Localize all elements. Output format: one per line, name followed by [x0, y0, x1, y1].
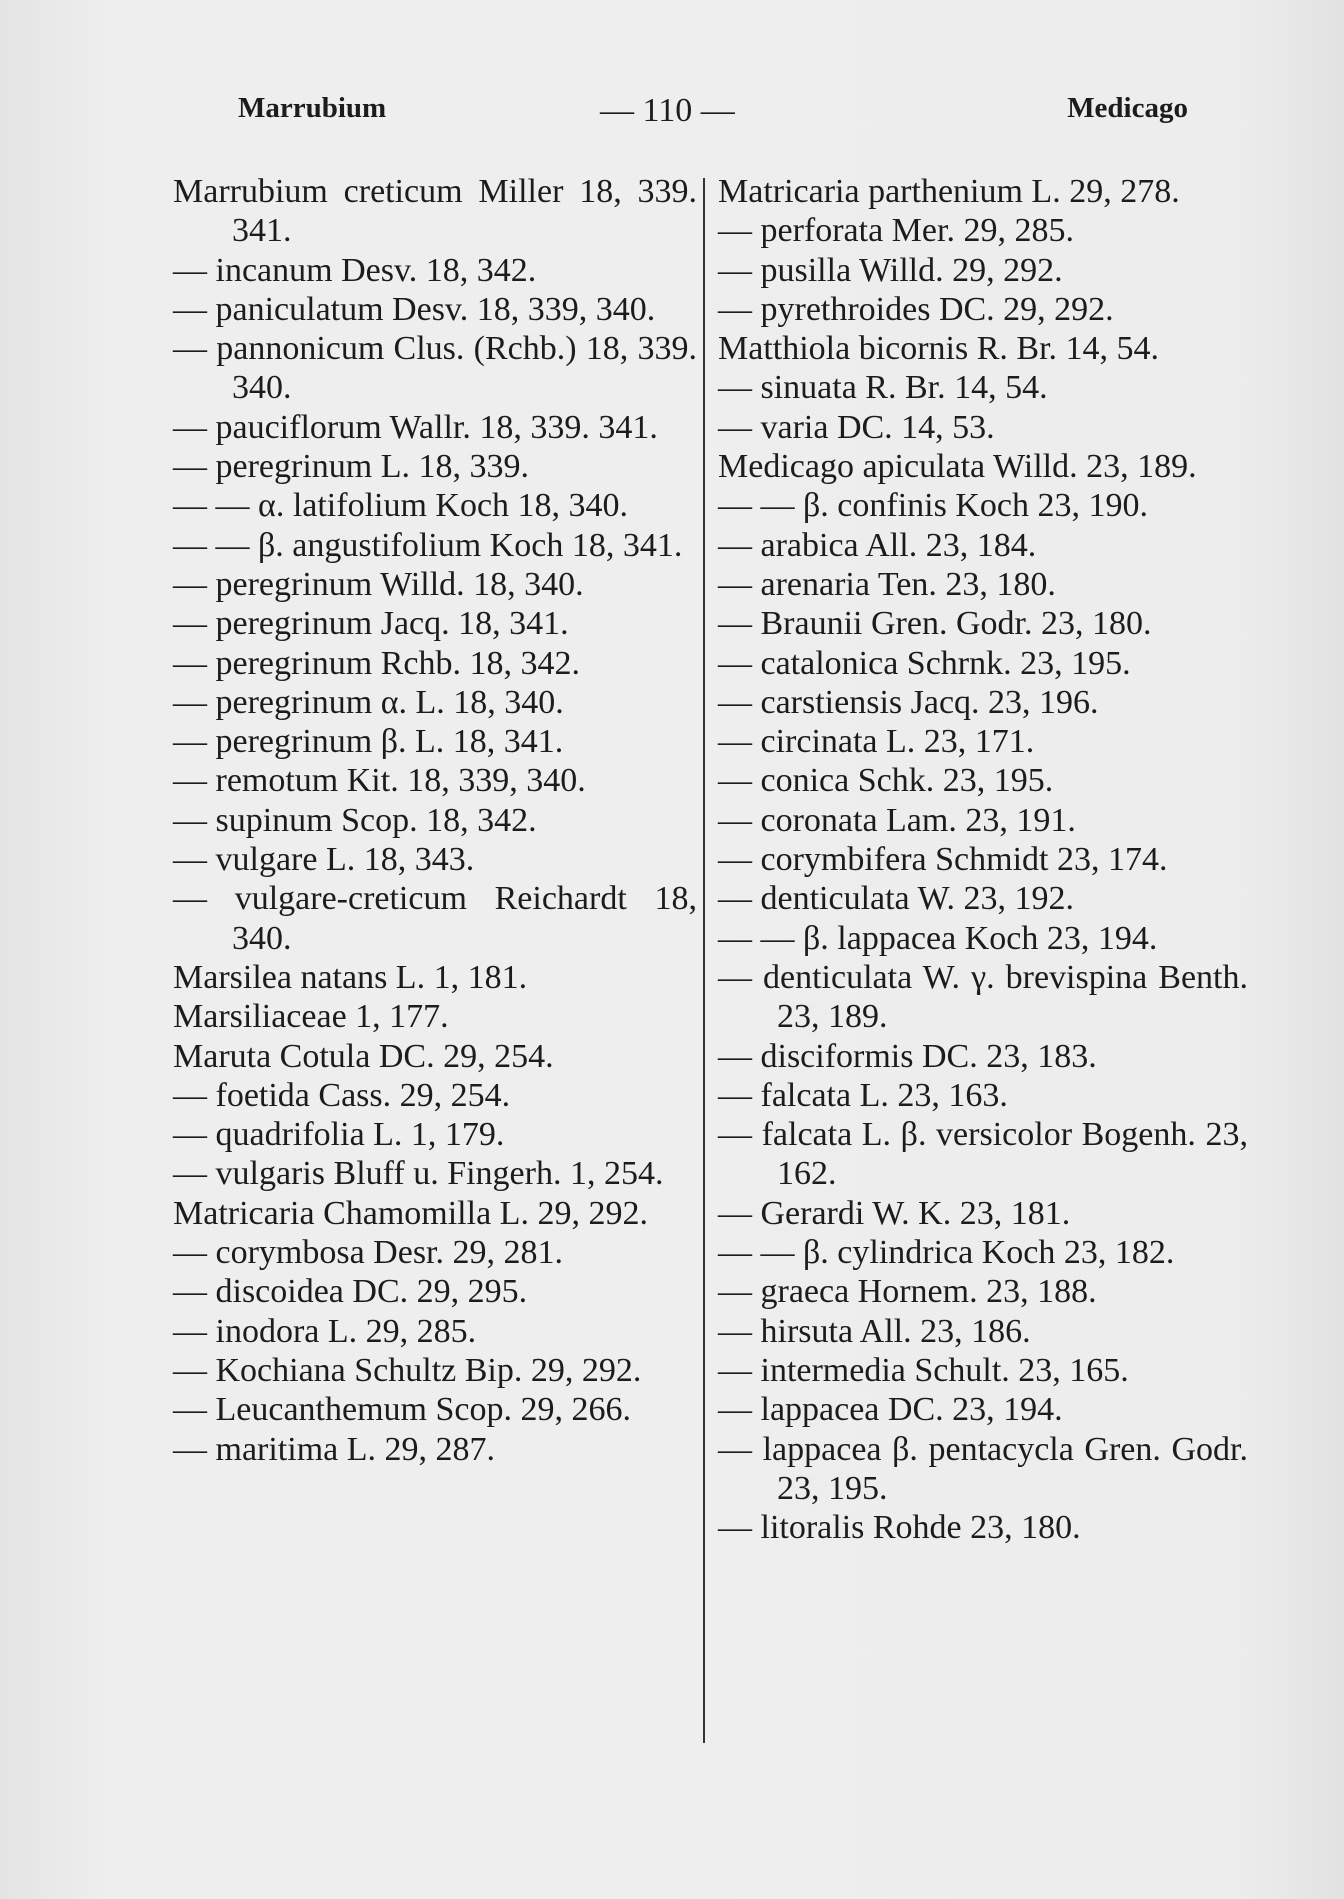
index-entry: — catalonica Schrnk. 23, 195.	[718, 644, 1131, 682]
column-divider	[703, 178, 705, 1743]
left-column	[173, 172, 697, 1469]
index-entry: — conica Schk. 23, 195.	[718, 762, 1054, 800]
index-entry: Marsilea natans L. 1, 181.	[173, 958, 528, 996]
index-entry: — circinata L. 23, 171.	[718, 723, 1035, 761]
index-entry: — carstiensis Jacq. 23, 196.	[718, 683, 1099, 721]
index-entry: — peregrinum Willd. 18, 340.	[173, 565, 584, 603]
index-entry: — hirsuta All. 23, 186.	[718, 1312, 1031, 1350]
index-entry: — peregrinum Rchb. 18, 342.	[173, 644, 580, 682]
index-entry: Medicago apiculata Willd. 23, 189.	[718, 448, 1197, 486]
index-entry: — vulgare-creticum Reichardt 18, 340.	[173, 880, 697, 957]
index-entry: — peregrinum L. 18, 339.	[173, 448, 529, 486]
index-entry: — — β. cylindrica Koch 23, 182.	[718, 1234, 1175, 1272]
index-entry: — incanum Desv. 18, 342.	[173, 251, 537, 289]
index-entry: — peregrinum α. L. 18, 340.	[173, 683, 564, 721]
index-entry: — litoralis Rohde 23, 180.	[718, 1509, 1081, 1547]
index-entry: — sinuata R. Br. 14, 54.	[718, 369, 1048, 407]
index-entry: — maritima L. 29, 287.	[173, 1430, 496, 1468]
index-entry: — denticulata W. γ. brevispina Benth. 23, 189.	[718, 958, 1248, 1036]
index-entry: — pauciflorum Wallr. 18, 339. 341.	[173, 408, 658, 446]
index-entry: — falcata L. 23, 163.	[718, 1076, 1008, 1114]
index-entry: — coronata Lam. 23, 191.	[718, 801, 1076, 839]
index-entry: — paniculatum Desv. 18, 339, 340.	[173, 290, 656, 328]
index-entry: — pyrethroides DC. 29, 292.	[718, 290, 1114, 328]
right-column	[718, 172, 1248, 1547]
index-entry: — arabica All. 23, 184.	[718, 526, 1037, 564]
index-entry: — supinum Scop. 18, 342.	[173, 801, 537, 839]
running-header	[238, 92, 1188, 136]
index-entry: — perforata Mer. 29, 285.	[718, 212, 1074, 250]
header-left-keyword: Marrubium	[238, 92, 387, 124]
index-entry: — peregrinum β. L. 18, 341.	[173, 723, 564, 761]
index-entry: Marsiliaceae 1, 177.	[173, 998, 449, 1036]
index-entry: — remotum Kit. 18, 339, 340.	[173, 762, 586, 800]
index-entry: — falcata L. β. versicolor Bogenh. 23, 162.	[718, 1116, 1248, 1193]
index-entry: — graeca Hornem. 23, 188.	[718, 1273, 1097, 1311]
index-entry: — intermedia Schult. 23, 165.	[718, 1351, 1129, 1389]
index-entry: — — α. latifolium Koch 18, 340.	[173, 487, 629, 525]
index-entry: Matricaria Chamomilla L. 29, 292.	[173, 1194, 648, 1232]
index-entry: — — β. confinis Koch 23, 190.	[718, 487, 1148, 525]
index-entry: — quadrifolia L. 1, 179.	[173, 1116, 505, 1154]
index-entry: — pusilla Willd. 29, 292.	[718, 251, 1063, 289]
index-entry: — vulgare L. 18, 343.	[173, 841, 475, 879]
index-entry: — varia DC. 14, 53.	[718, 408, 995, 446]
index-entry: — Kochiana Schultz Bip. 29, 292.	[173, 1351, 642, 1389]
index-entry: — — β. lappacea Koch 23, 194.	[718, 919, 1158, 957]
index-entry: — corymbifera Schmidt 23, 174.	[718, 841, 1168, 879]
page-number: — 110 —	[600, 92, 735, 129]
index-entry: — discoidea DC. 29, 295.	[173, 1273, 528, 1311]
index-entry: Maruta Cotula DC. 29, 254.	[173, 1037, 554, 1075]
index-entry: — denticulata W. 23, 192.	[718, 880, 1075, 918]
index-entry: — corymbosa Desr. 29, 281.	[173, 1234, 564, 1272]
index-entry: — vulgaris Bluff u. Fingerh. 1, 254.	[173, 1155, 664, 1193]
index-entry: — Gerardi W. K. 23, 181.	[718, 1194, 1071, 1232]
index-entry: — peregrinum Jacq. 18, 341.	[173, 605, 569, 643]
index-entry: — foetida Cass. 29, 254.	[173, 1076, 511, 1114]
index-entry: — lappacea DC. 23, 194.	[718, 1391, 1063, 1429]
index-entry: — pannonicum Clus. (Rchb.) 18, 339. 340.	[173, 330, 697, 407]
index-entry: Matricaria parthenium L. 29, 278.	[718, 173, 1180, 210]
header-right-keyword: Medicago	[1067, 92, 1188, 124]
index-entry: — — β. angustifolium Koch 18, 341.	[173, 526, 683, 564]
index-entry: — arenaria Ten. 23, 180.	[718, 565, 1056, 603]
index-entry: — Braunii Gren. Godr. 23, 180.	[718, 605, 1152, 643]
index-entry: — inodora L. 29, 285.	[173, 1312, 477, 1350]
index-entry: — Leucanthemum Scop. 29, 266.	[173, 1391, 631, 1429]
index-entry: — lappacea β. pentacycla Gren. Godr. 23, 195.	[718, 1430, 1248, 1507]
index-entry: Matthiola bicornis R. Br. 14, 54.	[718, 330, 1160, 368]
index-entry: — disciformis DC. 23, 183.	[718, 1037, 1097, 1075]
index-entry: Marrubium creticum Miller 18, 339. 341.	[173, 173, 697, 250]
